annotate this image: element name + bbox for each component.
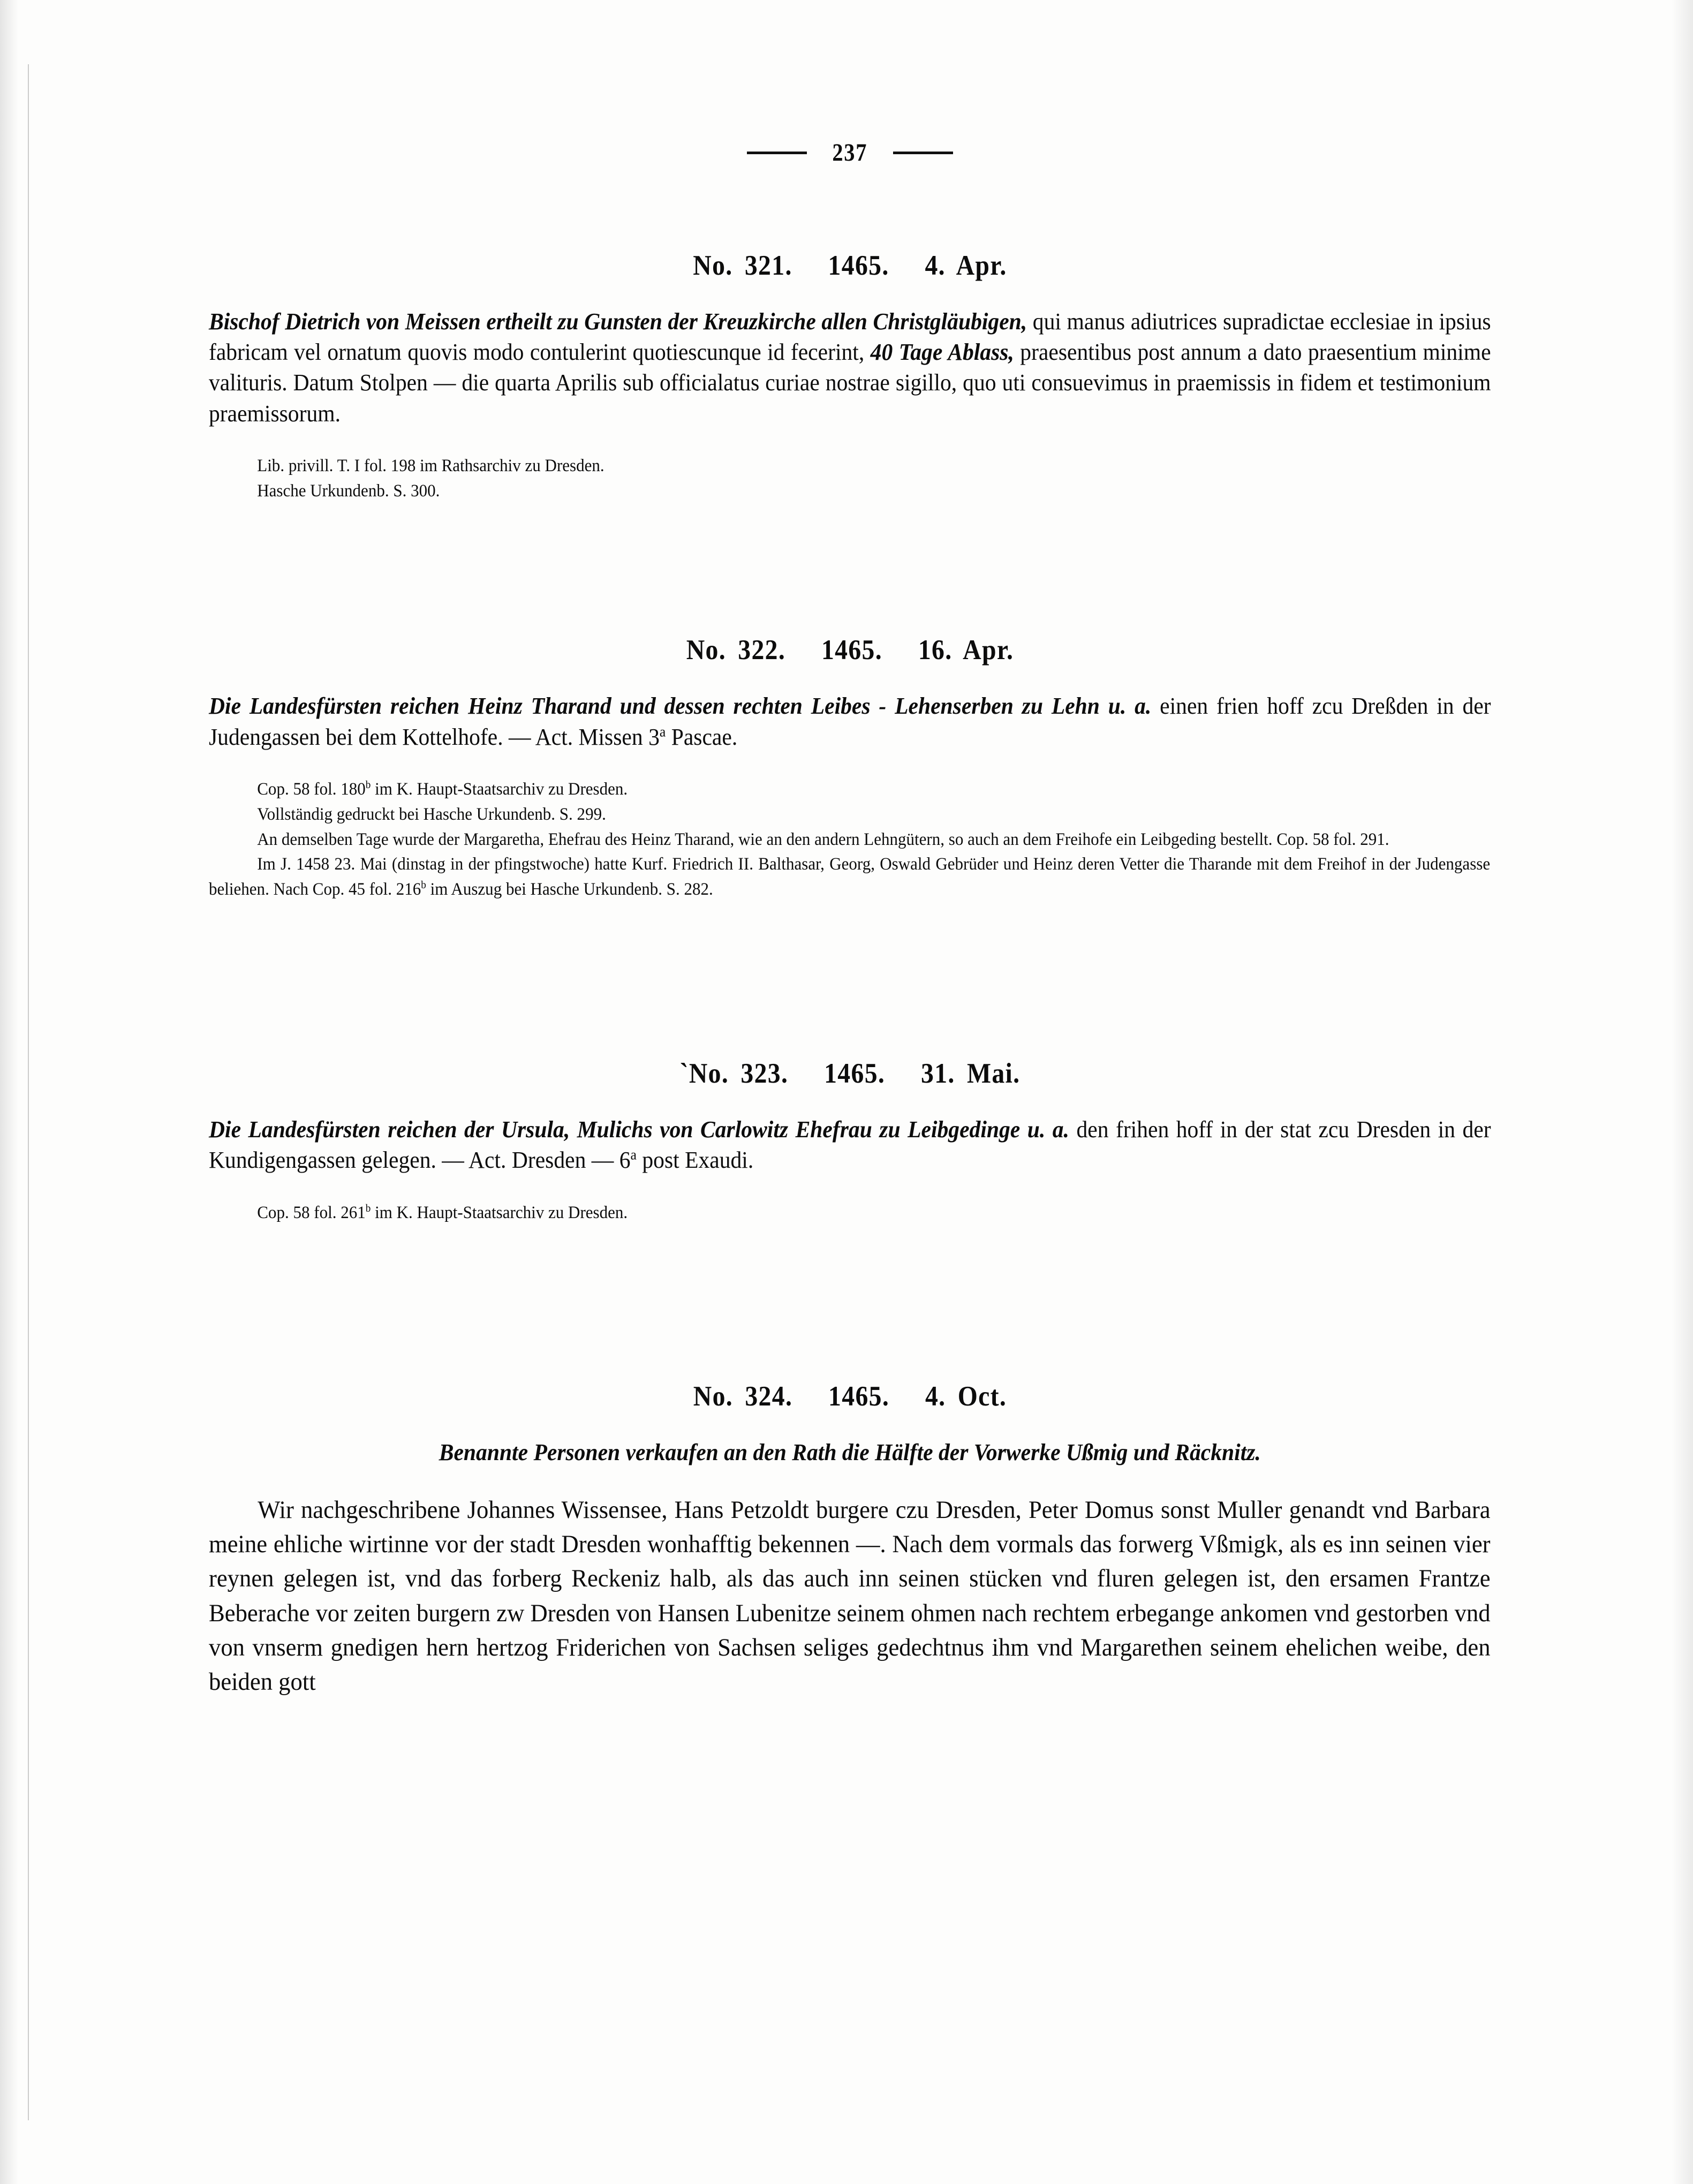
regest-italic-ablass: 40 Tage Ablass, [870,339,1014,366]
citation-line [257,1200,1490,1226]
regest-text-1: einen frien hoff zcu Dreßden in der Judengassen bei dem Kottelhofe. — Act. Missen 3 [209,693,1491,750]
regest-latin-2: praesentibus post annum a dato praesentium minime valituris. Datum Stolpen — die quarta Aprilis sub officialatus curiae nostrae sigillo, quo uti consuevimus in praemissis in fidem et testimonium praemissorum. [209,339,1491,427]
note-paragraph: An demselben Tage wurde der Margaretha, Ehefrau des Heinz Tharand, wie an den andern Lehngütern, so auch an dem Freihofe ein Leibgeding bestellt. Cop. 58 fol. 291. [257,829,1389,849]
rule-left-icon [747,152,807,154]
citation-line [257,777,1490,802]
entry-heading: No. 322. 1465. 16. Apr. [686,634,1014,666]
page-content [209,0,1491,1699]
regest-superscript: a [659,723,666,739]
entry-324 [209,1380,1491,1699]
body-paragraph: Wir nachgeschribene Johannes Wissensee, Hans Petzoldt burgere czu Dresden, Peter Domus sonst Muller genandt vnd Barbara meine ehliche wirtinne vor der stadt Dresden wonhafftig bekennen —. Nach dem vormals das forwerg Vßmigk, als es inn seinen vier reynen gelegen ist, vnd das forberg Reckeniz halb, als das auch inn seinen stücken vnd fluren gelegen ist, den ersamen Frantze Beberache vor zeiten burgern zw Dresden von Hansen Lubenitze seinem ohmen nach rechtem erbegange ankomen vnd gestorben vnd von vnserm gnedigen hern hertzog Friderichen von Sachsen seliges gedechtnus ihm vnd Margarethen seinem ehelichen weibe, den beiden gott [209,1495,1491,1696]
entry-citations [209,1200,1490,1226]
subtitle-italic: Benannte Personen verkaufen an den Rath die Hälfte der Vorwerke Ußmig und Räcknitz. [439,1439,1261,1466]
entry-323 [209,1057,1491,1225]
citation-line: Vollständig gedruckt bei Hasche Urkundenb. S. 299. [257,804,606,824]
regest-superscript: a [630,1146,637,1163]
entry-body [209,1493,1491,1699]
regest-italic-lead: Bischof Dietrich von Meissen ertheilt zu Gunsten der Kreuzkirche allen Christgläubigen, [209,308,1027,335]
regest-text-2: post Exaudi. [636,1147,754,1174]
running-head [209,138,1491,167]
note-superscript: b [421,879,426,891]
note-paragraph [209,852,1490,902]
citation-pre: Cop. 58 fol. 180 [257,779,366,799]
citation-line: Lib. privill. T. I fol. 198 im Rathsarchiv zu Dresden. [257,456,604,475]
regest-italic-lead: Die Landesfürsten reichen Heinz Tharand und dessen rechten Leibes - Lehenserben zu Lehn u. a. [209,693,1152,720]
citation-line: Hasche Urkundenb. S. 300. [257,481,440,501]
entry-322 [209,634,1491,902]
entry-regest [209,1114,1491,1175]
regest-text-1: den frihen hoff in der stat zcu Dresden in der Kundigengassen gelegen. — Act. Dresden — 6 [209,1116,1491,1174]
scan-margin-rule [28,64,29,2120]
entry-heading: No. 321. 1465. 4. Apr. [693,250,1007,281]
rule-right-icon [893,152,953,154]
scan-edge-shadow-right [1672,0,1693,2184]
scan-edge-shadow-left [0,0,18,2184]
entry-citations [209,777,1490,902]
citation-post: im K. Haupt-Staatsarchiv zu Dresden. [371,779,628,799]
page-number: 237 [832,139,868,167]
regest-latin-1: qui manus adiutrices supradictae ecclesiae in ipsius fabricam vel ornatum quovis modo contulerint quotiescunque id fecerint, [209,308,1491,366]
heading-text: No. 323. 1465. 31. Mai. [689,1058,1021,1090]
citation-post: im K. Haupt-Staatsarchiv zu Dresden. [371,1203,628,1222]
entry-subtitle [209,1437,1491,1468]
citation-superscript: b [365,1202,371,1214]
entry-heading: No. 324. 1465. 4. Oct. [693,1381,1007,1412]
entry-321 [209,250,1491,503]
entry-citations [209,454,1490,504]
citation-pre: Cop. 58 fol. 261 [257,1203,366,1222]
regest-italic-lead: Die Landesfürsten reichen der Ursula, Mulichs von Carlowitz Ehefrau zu Leibgedinge u. a. [209,1116,1069,1143]
entry-regest [209,691,1491,752]
entry-heading [273,1057,1427,1090]
entry-regest [209,306,1491,429]
heading-tick-mark: ` [679,1058,689,1090]
note-pre: Im J. 1458 23. Mai (dinstag in der pfingstwoche) hatte Kurf. Friedrich II. Balthasar, Georg, Oswald Gebrüder und Heinz deren Vetter die Tharande mit dem Freihof in der Judengasse beliehen. Nach Cop. 45 fol. 216 [209,855,1491,900]
citation-superscript: b [365,779,371,791]
regest-text-2: Pascae. [666,723,738,750]
note-post: im Auszug bei Hasche Urkundenb. S. 282. [426,880,713,900]
